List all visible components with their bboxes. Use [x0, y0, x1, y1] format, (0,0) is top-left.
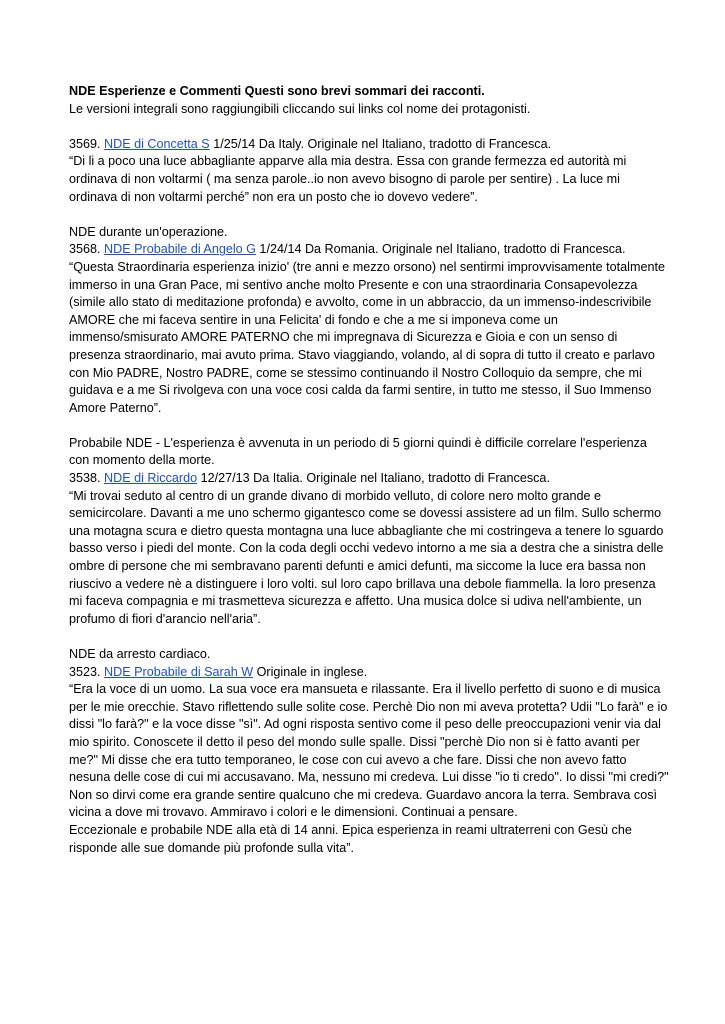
- entry-meta: Originale in inglese.: [253, 664, 368, 679]
- spacer: [69, 206, 669, 224]
- entry-meta: 12/27/13 Da Italia. Originale nel Italiano, tradotto di Francesca.: [197, 471, 550, 486]
- entry-3538: [69, 435, 669, 629]
- entry-heading: [69, 136, 669, 154]
- entry-meta: 1/25/14 Da Italy. Originale nel Italiano, tradotto di Francesca.: [209, 136, 552, 151]
- spacer: [69, 628, 669, 646]
- entry-heading: [69, 664, 669, 682]
- entry-heading: [69, 241, 669, 259]
- entry-link[interactable]: NDE Probabile di Angelo G: [104, 242, 256, 257]
- entry-number: 3569.: [69, 136, 101, 151]
- entry-heading: [69, 470, 669, 488]
- entry-text-extra: Eccezionale e probabile NDE alla età di 14 anni. Epica esperienza in reami ultraterreni con Gesù che risponde alle sue domande più profonde sulla vita”.: [69, 822, 632, 855]
- document-title: NDE Esperienze e Commenti Questi sono brevi sommari dei racconti.: [69, 84, 485, 98]
- spacer: [69, 118, 669, 136]
- entry-number: 3568.: [69, 242, 101, 257]
- entry-number: 3523.: [69, 664, 101, 679]
- entry-intro: Probabile NDE - L'esperienza è avvenuta in un periodo di 5 giorni quindi è difficile correlare l'esperienza con momento della morte.: [69, 435, 647, 468]
- entry-link[interactable]: NDE di Concetta S: [104, 136, 210, 151]
- entry-text: “Di li a poco una luce abbagliante apparve alla mia destra. Essa con grande fermezza ed autorità mi ordinava di non voltarmi ( ma senza parole..io non avevo bisogno di parole per sentire) . La luce mi ordinava di non voltarmi perché” non era un posto che io dovevo vedere”.: [69, 154, 627, 204]
- spacer: [69, 417, 669, 435]
- entry-text: “Era la voce di un uomo. La sua voce era mansueta e rilassante. Era il livello perfetto di suono e di musica per le mie orecchie. Stavo riflettendo sulle solite cose. Perchè Dio non mi aveva protetta? Udii "Lo farà" e io dissi "lo farà?" e la voce disse "sì". Ad ogni risposta sentivo come il peso delle preoccupazioni venir via dal mio spirito. Conoscete il detto il peso del mondo sulle spalle. Dissi "perchè Dio non si è fatto avanti per me?" Mi disse che era tutto temporaneo, le cose con cui avevo a che fare. Dissi che non avevo fatto nesuna delle cose di cui mi accusavano. Ma, nessuno mi credeva. Lui disse "io ti credo". Io dissi "mi credi?" Non so dirvi come era grande sentire qualcuno che mi credeva. Guardavo ancora la terra. Sembrava così vicina a dove mi trovavo. Ammiravo i colori e le dimensioni. Continuai a pensare.: [69, 682, 669, 820]
- entry-intro: NDE durante un'operazione.: [69, 224, 228, 239]
- document-page: [69, 83, 669, 857]
- entry-number: 3538.: [69, 471, 101, 486]
- entry-3569: [69, 136, 669, 206]
- entry-3568: [69, 224, 669, 418]
- entry-text: “Mi trovai seduto al centro di un grande divano di morbido velluto, di colore nero molto grande e semicircolare. Davanti a me uno schermo gigantesco come se dovessi assistere ad un film. Sullo schermo una motagna scura e dietro questa montagna una luce abbagliante che mi costringeva a tenere lo sguardo basso verso i piedi del monte. Con la coda degli occhi vedevo intorno a me sia a destra che a sinistra delle ombre di persone che mi sembravano parenti defunti e amici defunti, ma siccome la luce era bassa non riuscivo a vedere nè a distinguere i loro volti. sul loro capo brillava una debole fiammella. la loro presenza mi faceva compagnia e mi trasmetteva sicurezza e affetto. Una musica dolce si udiva nell'ambiente, un profumo di fiori d'arancio nell'aria”.: [69, 488, 664, 626]
- entry-link[interactable]: NDE Probabile di Sarah W: [104, 664, 254, 679]
- entry-link[interactable]: NDE di Riccardo: [104, 471, 198, 486]
- entry-intro: NDE da arresto cardiaco.: [69, 647, 211, 661]
- entry-text: “Questa Straordinaria esperienza inizio' (tre anni e mezzo orsono) nel sentirmi improvvisamente totalmente immerso in una Gran Pace, mi sentivo anche molto Presente e con una straordinaria Consapevolezza (simile allo stato di meditazione profonda) e avvolto, come in un abbraccio, da un immenso-indescrivibile AMORE che mi faceva sentire in una Felicita' di fondo e che a me si imponeva come un immenso/smisurato AMORE PATERNO che mi impregnava di Sicurezza e Gioia e con un senso di presenza straordinario, mai avuto prima. Stavo viaggiando, volando, al di sopra di tutto il creato e parlavo con Mio PADRE, Nostro PADRE, come se stessimo continuando il Nostro Colloquio da sempre, che mi guidava e a me Si rivolgeva con una voce cosi calda da farmi sentire, in tutto me stesso, il Suo Immenso Amore Paterno”.: [69, 259, 665, 415]
- document-subtitle: Le versioni integrali sono raggiungibili cliccando sui links col nome dei protagonisti.: [69, 101, 531, 116]
- entry-meta: 1/24/14 Da Romania. Originale nel Italiano, tradotto di Francesca.: [255, 242, 626, 257]
- entry-3523: [69, 646, 669, 857]
